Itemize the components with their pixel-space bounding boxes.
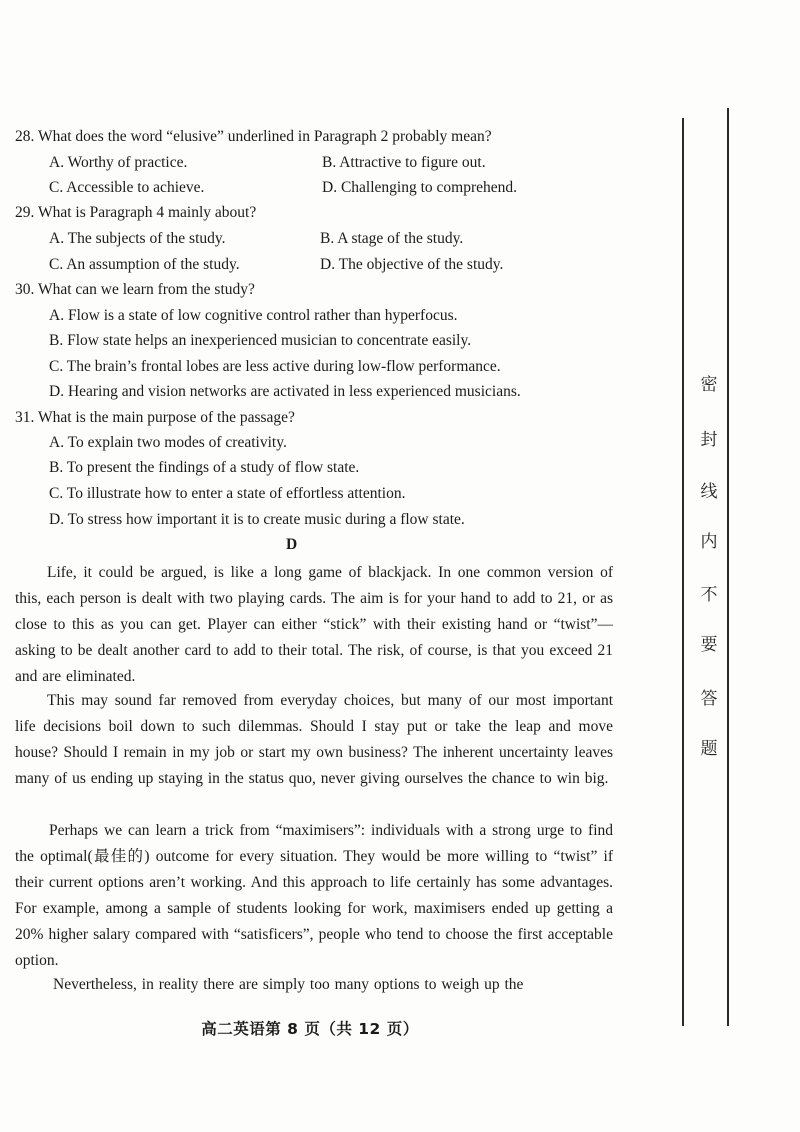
question-28-stem: 28. What does the word “elusive” underlined in Paragraph 2 probably mean? — [15, 128, 492, 145]
question-31-option-b: B. To present the findings of a study of flow state. — [49, 459, 360, 476]
passage-paragraph-2: This may sound far removed from everyday choices, but many of our most important life decisions boil down to such dilemmas. Should I stay put or take the leap and move house? Should I remain in my job or start my own business? The inherent uncertainty leaves many of us ending up staying in the status quo, never giving ourselves the chance to win big. — [15, 692, 613, 787]
page-footer: 高二英语第 8 页（共 12 页） — [201, 1020, 419, 1038]
question-31-stem: 31. What is the main purpose of the passage? — [15, 409, 295, 426]
seal-char-8: 题 — [700, 739, 718, 759]
seal-char-6: 要 — [700, 635, 718, 655]
question-28-option-a: A. Worthy of practice. — [49, 154, 188, 171]
question-29-option-a: A. The subjects of the study. — [49, 230, 226, 247]
question-30-stem: 30. What can we learn from the study? — [15, 281, 255, 298]
seal-char-5: 不 — [700, 585, 718, 605]
seal-line-left-rule — [682, 118, 684, 1026]
seal-line-right-rule — [727, 108, 729, 1026]
question-30-option-c: C. The brain’s frontal lobes are less active during low-flow performance. — [49, 358, 501, 375]
question-28-option-b: B. Attractive to figure out. — [322, 154, 486, 171]
passage-paragraph-4: Nevertheless, in reality there are simply too many options to weigh up the — [53, 976, 524, 993]
passage-paragraph-1: Life, it could be argued, is like a long game of blackjack. In one common version of this, each person is dealt with two playing cards. The aim is for your hand to add to 21, or as close to this as you can get. Player can either “stick” with their existing hand or “twist”—asking to be dealt another card to add to their total. The risk, of course, is that you exceed 21 and are eliminated. — [15, 564, 613, 685]
question-29-option-b: B. A stage of the study. — [320, 230, 464, 247]
question-29-option-c: C. An assumption of the study. — [49, 256, 240, 273]
seal-char-2: 封 — [700, 430, 718, 450]
question-31-option-c: C. To illustrate how to enter a state of effortless attention. — [49, 485, 406, 502]
section-d-title: D — [286, 536, 298, 553]
question-30-option-d: D. Hearing and vision networks are activated in less experienced musicians. — [49, 383, 521, 400]
question-28-option-c: C. Accessible to achieve. — [49, 179, 205, 196]
question-29-stem: 29. What is Paragraph 4 mainly about? — [15, 204, 257, 221]
question-30-option-a: A. Flow is a state of low cognitive control rather than hyperfocus. — [49, 307, 458, 324]
question-31-option-d: D. To stress how important it is to create music during a flow state. — [49, 511, 465, 528]
question-28-option-d: D. Challenging to comprehend. — [322, 179, 517, 196]
question-29-option-d: D. The objective of the study. — [320, 256, 504, 273]
seal-char-7: 答 — [700, 689, 718, 709]
question-31-option-a: A. To explain two modes of creativity. — [49, 434, 287, 451]
seal-char-3: 线 — [700, 482, 718, 502]
passage-paragraph-3: Perhaps we can learn a trick from “maximisers”: individuals with a strong urge to find the optimal(最佳的) outcome for every situation. They would be more willing to “twist” if their current options aren’t working. And this approach to life certainly has some advantages. For example, among a sample of students looking for work, maximisers ended up getting a 20% higher salary compared with “satisficers”, people who tend to choose the first acceptable option. — [15, 822, 613, 969]
seal-char-4: 内 — [700, 532, 718, 552]
question-30-option-b: B. Flow state helps an inexperienced musician to concentrate easily. — [49, 332, 472, 349]
seal-char-1: 密 — [700, 375, 718, 395]
